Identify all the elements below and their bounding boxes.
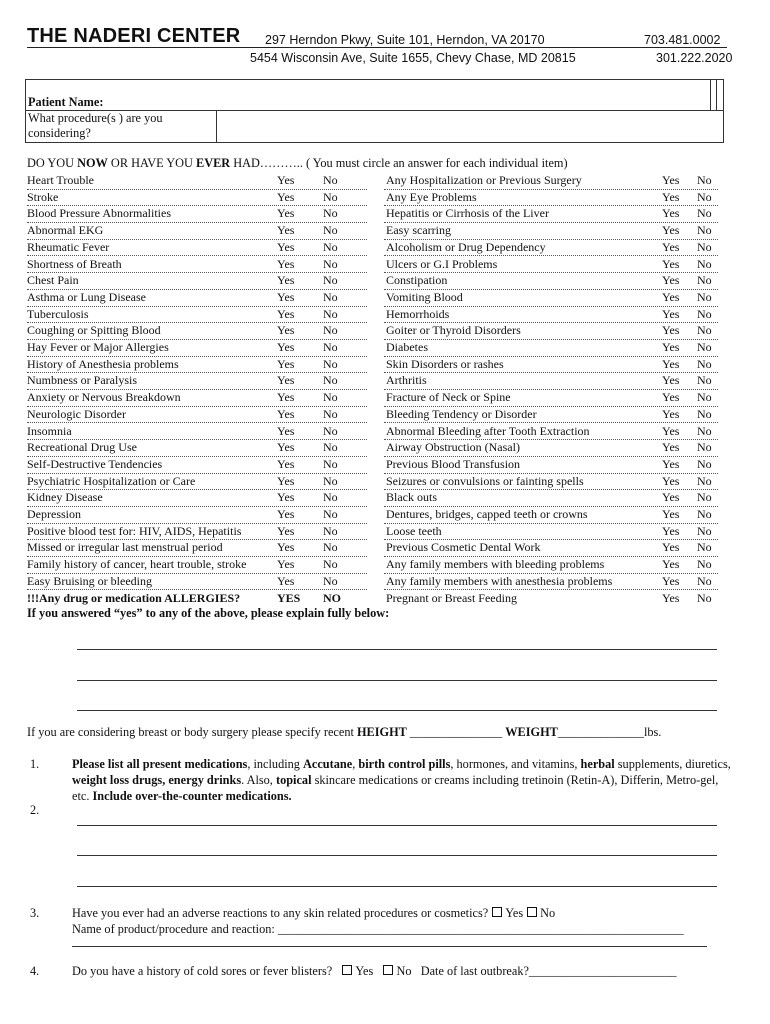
condition-row xyxy=(27,423,367,441)
no-option[interactable]: No xyxy=(697,456,712,471)
q1-text: . Also, xyxy=(241,773,276,787)
no-option[interactable]: No xyxy=(697,507,712,521)
condition-label: Rheumatic Fever xyxy=(27,239,110,254)
yes-option[interactable]: Yes xyxy=(277,173,295,187)
yes-option[interactable]: YES xyxy=(277,590,301,605)
condition-row xyxy=(384,356,718,374)
procedure-label-1: What procedure(s ) are you xyxy=(28,111,163,125)
condition-label: History of Anesthesia problems xyxy=(27,356,179,371)
condition-row xyxy=(384,423,718,441)
condition-label: Previous Cosmetic Dental Work xyxy=(386,540,541,555)
yes-option[interactable]: Yes xyxy=(277,456,295,471)
q3-yes-checkbox[interactable] xyxy=(492,907,502,917)
condition-label: Tuberculosis xyxy=(27,306,89,321)
heading-ever: EVER xyxy=(196,156,231,170)
condition-label: Hepatitis or Cirrhosis of the Liver xyxy=(386,206,549,221)
q4-line xyxy=(72,964,677,979)
condition-label: Psychiatric Hospitalization or Care xyxy=(27,473,196,488)
condition-label: Any Hospitalization or Previous Surgery xyxy=(386,173,582,187)
heading-text: HAD……….. ( You must circle an answer for each individual item) xyxy=(230,156,568,170)
condition-row xyxy=(27,539,367,557)
yes-option[interactable]: Yes xyxy=(277,273,295,288)
no-option[interactable]: No xyxy=(697,256,712,271)
no-option[interactable]: No xyxy=(323,340,338,354)
condition-label: Constipation xyxy=(386,273,448,288)
weight-field[interactable]: ______________ xyxy=(557,725,644,739)
yes-option[interactable]: Yes xyxy=(277,356,295,371)
condition-label: Hemorrhoids xyxy=(386,306,450,321)
yes-option[interactable]: Yes xyxy=(277,490,295,505)
yes-option[interactable]: Yes xyxy=(277,340,295,354)
q4-no-checkbox[interactable] xyxy=(383,965,393,975)
condition-row xyxy=(384,523,718,541)
no-option[interactable]: No xyxy=(697,340,712,354)
condition-label: Insomnia xyxy=(27,423,72,438)
q1-bold: topical xyxy=(275,773,312,787)
q3-name-field[interactable]: __________________________________________________________________ xyxy=(277,922,684,936)
yes-option[interactable]: Yes xyxy=(662,557,680,572)
explain-instruction: If you answered “yes” to any of the above, please explain fully below: xyxy=(27,606,390,620)
condition-row xyxy=(27,573,367,591)
yes-option[interactable]: Yes xyxy=(277,323,295,338)
condition-label: Any Eye Problems xyxy=(386,189,477,204)
q1-text: etc. xyxy=(72,789,93,803)
q3-extra-line[interactable] xyxy=(72,946,707,947)
no-option[interactable]: No xyxy=(323,373,338,388)
q4-no-label: No xyxy=(396,964,412,978)
yes-option[interactable]: Yes xyxy=(277,289,295,304)
condition-row xyxy=(27,222,367,240)
address-herndon: 297 Herndon Pkwy, Suite 101, Herndon, VA 20170 xyxy=(265,33,545,47)
no-option[interactable]: No xyxy=(323,490,338,505)
q4-text: Do you have a history of cold sores or fever blisters? xyxy=(72,964,333,978)
q3-yes-label: Yes xyxy=(505,906,524,920)
yes-option[interactable]: Yes xyxy=(277,473,295,488)
condition-label: Family history of cancer, heart trouble, stroke xyxy=(27,557,247,572)
medication-line[interactable] xyxy=(77,855,717,856)
condition-row xyxy=(27,322,367,340)
q3-text: Have you ever had an adverse reactions to any skin related procedures or cosmetics? xyxy=(72,906,489,920)
yes-option[interactable]: Yes xyxy=(662,273,680,288)
condition-row xyxy=(27,523,367,541)
no-option[interactable]: No xyxy=(697,373,712,388)
condition-row xyxy=(384,372,718,390)
condition-label: Neurologic Disorder xyxy=(27,406,126,421)
q3-name-line xyxy=(72,922,684,937)
q1-text: , including xyxy=(247,757,304,771)
condition-row xyxy=(384,556,718,574)
no-option[interactable]: No xyxy=(323,473,338,488)
condition-row xyxy=(384,439,718,457)
q1-bold: Please list all present medications xyxy=(72,757,248,771)
yes-option[interactable]: Yes xyxy=(662,490,680,505)
condition-row xyxy=(384,306,718,324)
condition-label: Chest Pain xyxy=(27,273,79,288)
q1-text: supplements, diuretics, xyxy=(614,757,731,771)
no-option[interactable]: No xyxy=(697,490,712,505)
body-surgery-text: If you are considering breast or body surgery please specify recent xyxy=(27,725,357,739)
condition-row xyxy=(384,172,718,190)
yes-option[interactable]: Yes xyxy=(662,239,680,254)
weight-label: WEIGHT xyxy=(505,725,558,739)
condition-label: Blood Pressure Abnormalities xyxy=(27,206,171,221)
no-option[interactable]: No xyxy=(323,557,338,572)
box-divider xyxy=(710,80,711,110)
yes-option[interactable]: Yes xyxy=(662,206,680,221)
condition-row xyxy=(384,506,718,524)
no-option[interactable]: No xyxy=(323,406,338,421)
condition-label: Easy Bruising or bleeding xyxy=(27,573,152,588)
condition-row xyxy=(384,339,718,357)
condition-row xyxy=(27,556,367,574)
condition-row xyxy=(27,339,367,357)
condition-label: Goiter or Thyroid Disorders xyxy=(386,323,521,338)
condition-label: Previous Blood Transfusion xyxy=(386,456,521,471)
no-option[interactable]: No xyxy=(697,557,712,572)
yes-option[interactable]: Yes xyxy=(662,189,680,204)
condition-label: Missed or irregular last menstrual period xyxy=(27,540,223,555)
height-field[interactable]: _______________ xyxy=(406,725,506,739)
no-option[interactable]: No xyxy=(697,173,712,187)
condition-label: Airway Obstruction (Nasal) xyxy=(386,440,520,455)
q3-name-label: Name of product/procedure and reaction: xyxy=(72,922,278,936)
yes-option[interactable]: Yes xyxy=(662,256,680,271)
q4-yes-label: Yes xyxy=(355,964,374,978)
condition-row xyxy=(384,205,718,223)
condition-label: !!!Any drug or medication ALLERGIES? xyxy=(27,590,241,605)
procedure-label-2: considering? xyxy=(28,126,91,140)
no-option[interactable]: No xyxy=(323,306,338,321)
no-option[interactable]: No xyxy=(323,440,338,455)
weight-unit: lbs. xyxy=(643,725,662,739)
condition-row xyxy=(27,289,367,307)
condition-row xyxy=(27,372,367,390)
no-option[interactable]: No xyxy=(697,523,712,538)
yes-option[interactable]: Yes xyxy=(277,239,295,254)
condition-label: Recreational Drug Use xyxy=(27,440,137,455)
q1-line2 xyxy=(72,773,718,788)
q4-yes-checkbox[interactable] xyxy=(342,965,352,975)
yes-option[interactable]: Yes xyxy=(277,206,295,221)
yes-option[interactable]: Yes xyxy=(277,390,295,405)
condition-row xyxy=(27,306,367,324)
yes-option[interactable]: Yes xyxy=(662,590,680,605)
condition-row xyxy=(27,590,367,607)
condition-label: Alcoholism or Drug Dependency xyxy=(386,239,546,254)
q1-bold: Include over-the-counter medications. xyxy=(92,789,292,803)
condition-label: Bleeding Tendency or Disorder xyxy=(386,406,537,421)
no-option[interactable]: No xyxy=(323,173,338,187)
no-option[interactable]: No xyxy=(697,473,712,488)
conditions-heading xyxy=(27,156,568,171)
condition-row xyxy=(27,489,367,507)
condition-row xyxy=(384,406,718,424)
condition-label: Seizures or convulsions or fainting spells xyxy=(386,473,584,488)
no-option[interactable]: No xyxy=(697,273,712,288)
condition-row xyxy=(384,456,718,474)
no-option[interactable]: No xyxy=(323,390,338,405)
condition-row xyxy=(27,456,367,474)
condition-row xyxy=(384,322,718,340)
no-option[interactable]: No xyxy=(697,540,712,555)
q1-bold: birth control pills xyxy=(358,757,451,771)
phone-herndon: 703.481.0002 xyxy=(644,33,721,47)
no-option[interactable]: No xyxy=(323,523,338,538)
condition-row xyxy=(384,590,718,607)
yes-option[interactable]: Yes xyxy=(662,356,680,371)
yes-option[interactable]: Yes xyxy=(662,340,680,354)
condition-row xyxy=(27,356,367,374)
q1-text: , hormones, and vitamins, xyxy=(450,757,581,771)
condition-label: Numbness or Paralysis xyxy=(27,373,137,388)
no-option[interactable]: No xyxy=(697,189,712,204)
yes-option[interactable]: Yes xyxy=(662,456,680,471)
condition-label: Abnormal Bleeding after Tooth Extraction xyxy=(386,423,590,438)
no-option[interactable]: No xyxy=(323,573,338,588)
no-option[interactable]: No xyxy=(323,423,338,438)
condition-label: Shortness of Breath xyxy=(27,256,122,271)
no-option[interactable]: No xyxy=(323,289,338,304)
condition-row xyxy=(384,189,718,207)
condition-row xyxy=(384,389,718,407)
condition-label: Arthritis xyxy=(386,373,427,388)
q1-bold: Accutane xyxy=(303,757,353,771)
yes-option[interactable]: Yes xyxy=(662,473,680,488)
yes-option[interactable]: Yes xyxy=(277,573,295,588)
condition-label: Easy scarring xyxy=(386,223,451,238)
yes-option[interactable]: Yes xyxy=(277,223,295,238)
box-divider xyxy=(716,80,717,110)
q3-no-checkbox[interactable] xyxy=(527,907,537,917)
yes-option[interactable]: Yes xyxy=(662,390,680,405)
condition-label: Dentures, bridges, capped teeth or crowns xyxy=(386,507,588,521)
no-option[interactable]: No xyxy=(697,590,712,605)
condition-row xyxy=(27,172,367,190)
medication-line[interactable] xyxy=(77,825,717,826)
medication-line[interactable] xyxy=(77,886,717,887)
explain-line[interactable] xyxy=(77,680,717,681)
condition-label: Kidney Disease xyxy=(27,490,103,505)
condition-label: Any family members with bleeding problems xyxy=(386,557,605,572)
yes-option[interactable]: Yes xyxy=(662,540,680,555)
brand-title: THE NADERI CENTER xyxy=(27,25,241,47)
condition-row xyxy=(27,272,367,290)
no-option[interactable]: No xyxy=(697,356,712,371)
yes-option[interactable]: Yes xyxy=(277,423,295,438)
q1-text: , xyxy=(352,757,359,771)
yes-option[interactable]: Yes xyxy=(277,507,295,521)
no-option[interactable]: No xyxy=(697,573,712,588)
condition-label: Fracture of Neck or Spine xyxy=(386,390,511,405)
no-option[interactable]: No xyxy=(697,239,712,254)
condition-row xyxy=(384,473,718,491)
no-option[interactable]: No xyxy=(697,423,712,438)
q1-line3 xyxy=(72,789,292,804)
heading-now: NOW xyxy=(77,156,108,170)
phone-chevy-chase: 301.222.2020 xyxy=(656,51,733,65)
no-option[interactable]: No xyxy=(697,223,712,238)
no-option[interactable]: No xyxy=(323,223,338,238)
no-option[interactable]: No xyxy=(697,406,712,421)
heading-text: OR HAVE YOU xyxy=(107,156,196,170)
no-option[interactable]: No xyxy=(697,306,712,321)
patient-name-field[interactable] xyxy=(226,81,706,109)
condition-label: Diabetes xyxy=(386,340,428,354)
address-chevy-chase: 5454 Wisconsin Ave, Suite 1655, Chevy Chase, MD 20815 xyxy=(250,51,576,65)
condition-label: Vomiting Blood xyxy=(386,289,463,304)
header-rule xyxy=(27,47,727,48)
condition-row xyxy=(384,239,718,257)
no-option[interactable]: NO xyxy=(323,590,341,605)
no-option[interactable]: No xyxy=(323,239,338,254)
patient-name-label: Patient Name: xyxy=(28,95,104,109)
no-option[interactable]: No xyxy=(697,289,712,304)
condition-label: Skin Disorders or rashes xyxy=(386,356,504,371)
condition-label: Ulcers or G.I Problems xyxy=(386,256,498,271)
yes-option[interactable]: Yes xyxy=(662,173,680,187)
condition-row xyxy=(384,256,718,274)
no-option[interactable]: No xyxy=(323,189,338,204)
yes-option[interactable]: Yes xyxy=(277,306,295,321)
yes-option[interactable]: Yes xyxy=(277,557,295,572)
yes-option[interactable]: Yes xyxy=(277,440,295,455)
condition-label: Coughing or Spitting Blood xyxy=(27,323,161,338)
yes-option[interactable]: Yes xyxy=(662,523,680,538)
condition-label: Pregnant or Breast Feeding xyxy=(386,590,517,605)
explain-line[interactable] xyxy=(77,710,717,711)
condition-label: Self-Destructive Tendencies xyxy=(27,456,163,471)
condition-label: Positive blood test for: HIV, AIDS, Hepatitis xyxy=(27,523,242,538)
q1-number: 1. xyxy=(30,757,40,771)
condition-row xyxy=(27,389,367,407)
q4-outbreak-field[interactable]: Date of last outbreak?________________________ xyxy=(420,964,677,978)
q1-bold: herbal xyxy=(580,757,615,771)
condition-label: Hay Fever or Major Allergies xyxy=(27,340,169,354)
q1-line1 xyxy=(72,757,731,772)
q3-number: 3. xyxy=(30,906,40,920)
condition-row xyxy=(384,489,718,507)
procedure-field[interactable] xyxy=(220,112,720,140)
q1-text: skincare medications or creams including tretinoin (Retin-A), Differin, Metro-gel, xyxy=(311,773,719,787)
condition-row xyxy=(384,272,718,290)
condition-row xyxy=(384,222,718,240)
condition-row xyxy=(27,239,367,257)
condition-label: Heart Trouble xyxy=(27,173,94,187)
no-option[interactable]: No xyxy=(323,273,338,288)
q1-bold: weight loss drugs, energy drinks xyxy=(72,773,242,787)
explain-line[interactable] xyxy=(77,649,717,650)
yes-option[interactable]: Yes xyxy=(662,406,680,421)
yes-option[interactable]: Yes xyxy=(277,406,295,421)
no-option[interactable]: No xyxy=(323,206,338,221)
no-option[interactable]: No xyxy=(323,356,338,371)
yes-option[interactable]: Yes xyxy=(662,289,680,304)
condition-row xyxy=(384,289,718,307)
yes-option[interactable]: Yes xyxy=(662,423,680,438)
no-option[interactable]: No xyxy=(323,507,338,521)
condition-label: Asthma or Lung Disease xyxy=(27,289,146,304)
no-option[interactable]: No xyxy=(323,256,338,271)
q4-number: 4. xyxy=(30,964,40,978)
condition-row xyxy=(384,539,718,557)
condition-row xyxy=(27,189,367,207)
yes-option[interactable]: Yes xyxy=(662,223,680,238)
yes-option[interactable]: Yes xyxy=(662,507,680,521)
condition-label: Depression xyxy=(27,507,81,521)
no-option[interactable]: No xyxy=(697,440,712,455)
yes-option[interactable]: Yes xyxy=(662,573,680,588)
condition-label: Loose teeth xyxy=(386,523,442,538)
condition-row xyxy=(27,439,367,457)
no-option[interactable]: No xyxy=(323,540,338,555)
patient-info-box xyxy=(25,79,724,143)
condition-label: Any family members with anesthesia problems xyxy=(386,573,613,588)
condition-row xyxy=(27,406,367,424)
yes-option[interactable]: Yes xyxy=(662,306,680,321)
condition-label: Stroke xyxy=(27,189,59,204)
q3-no-label: No xyxy=(540,906,556,920)
yes-option[interactable]: Yes xyxy=(662,323,680,338)
box-divider xyxy=(216,110,217,142)
condition-row xyxy=(27,205,367,223)
q2-number: 2. xyxy=(30,803,40,817)
condition-row xyxy=(27,473,367,491)
yes-option[interactable]: Yes xyxy=(662,373,680,388)
condition-label: Abnormal EKG xyxy=(27,223,104,238)
yes-option[interactable]: Yes xyxy=(277,256,295,271)
condition-label: Black outs xyxy=(386,490,437,505)
condition-label: Anxiety or Nervous Breakdown xyxy=(27,390,181,405)
heading-text: DO YOU xyxy=(27,156,78,170)
yes-option[interactable]: Yes xyxy=(277,523,295,538)
body-surgery-line xyxy=(27,725,661,740)
condition-row xyxy=(384,573,718,591)
yes-option[interactable]: Yes xyxy=(277,540,295,555)
no-option[interactable]: No xyxy=(323,456,338,471)
condition-row xyxy=(27,506,367,524)
no-option[interactable]: No xyxy=(697,206,712,221)
q3-line xyxy=(72,906,555,921)
no-option[interactable]: No xyxy=(697,390,712,405)
no-option[interactable]: No xyxy=(697,323,712,338)
yes-option[interactable]: Yes xyxy=(662,440,680,455)
yes-option[interactable]: Yes xyxy=(277,189,295,204)
condition-row xyxy=(27,256,367,274)
no-option[interactable]: No xyxy=(323,323,338,338)
yes-option[interactable]: Yes xyxy=(277,373,295,388)
height-label: HEIGHT xyxy=(356,725,407,739)
